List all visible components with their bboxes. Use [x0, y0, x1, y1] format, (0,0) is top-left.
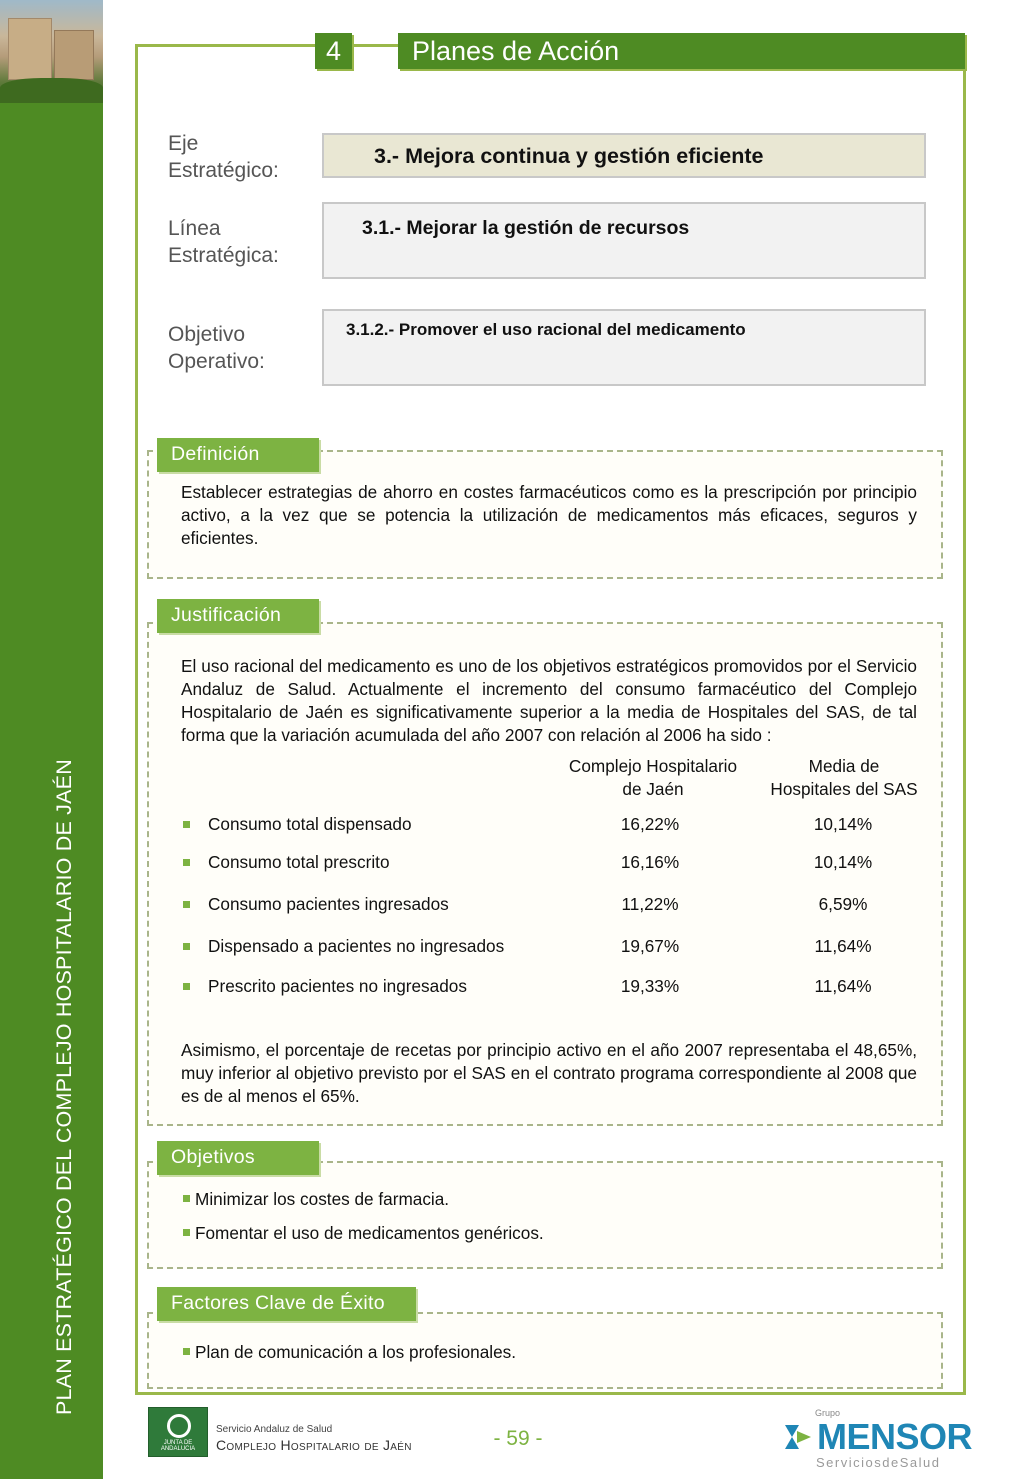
- sas-name: Servicio Andaluz de Salud: [216, 1424, 333, 1435]
- row-value-sas: 10,14%: [813, 852, 873, 872]
- hospital-name: Complejo Hospitalario de Jaén: [216, 1437, 412, 1453]
- row-value-sas: 11,64%: [814, 936, 872, 956]
- objetivo-label: Objetivo Operativo:: [168, 323, 265, 373]
- table-row: [183, 852, 943, 876]
- row-value-jaen: 19,33%: [620, 976, 680, 996]
- eje-value: 3.- Mejora continua y gestión eficiente: [322, 133, 926, 178]
- row-value-jaen: 16,22%: [620, 814, 680, 834]
- row-value-sas: 11,64%: [814, 976, 872, 996]
- bullet-icon: [183, 901, 190, 908]
- row-value-jaen: 19,67%: [620, 936, 680, 956]
- linea-label: Línea Estratégica:: [168, 217, 279, 267]
- bullet-icon: [183, 1229, 190, 1236]
- row-label: Consumo total dispensado: [208, 814, 412, 834]
- row-value-jaen: 11,22%: [621, 894, 679, 914]
- frame-top-line: [352, 44, 398, 47]
- row-value-sas: 10,14%: [813, 814, 873, 834]
- mensor-logo: MENSOR: [817, 1416, 973, 1457]
- linea-value: 3.1.- Mejorar la gestión de recursos: [322, 202, 926, 279]
- factores-heading: Factores Clave de Éxito: [157, 1287, 416, 1321]
- mensor-grupo-label: Grupo: [815, 1408, 841, 1418]
- frame-top-line: [135, 44, 315, 47]
- hospital-photo: [0, 0, 103, 103]
- table-row: [183, 976, 943, 1000]
- list-item: Fomentar el uso de medicamentos genéricos.: [183, 1223, 544, 1244]
- junta-andalucia-logo: JUNTA DE ANDALUCIA: [148, 1407, 208, 1457]
- table-row: [183, 936, 943, 960]
- row-value-jaen: 16,16%: [620, 852, 680, 872]
- page-title: Planes de Acción: [398, 33, 965, 69]
- row-label: Consumo pacientes ingresados: [208, 894, 449, 914]
- row-label: Prescrito pacientes no ingresados: [208, 976, 467, 996]
- bullet-icon: [183, 821, 190, 828]
- definicion-text: Establecer estrategias de ahorro en costes farmacéuticos como es la prescripción por principio activo, a la vez que se potencia la utilización de medicamentos más eficaces, seguros y eficientes.: [181, 482, 917, 548]
- bullet-icon: [183, 943, 190, 950]
- justificacion-heading: Justificación: [157, 599, 319, 633]
- column-header-jaen: Complejo Hospitalario de Jaén: [568, 756, 738, 799]
- bullet-icon: [183, 1348, 190, 1355]
- table-row: [183, 814, 943, 838]
- bullet-icon: [183, 859, 190, 866]
- bullet-icon: [183, 1195, 190, 1202]
- list-item: Minimizar los costes de farmacia.: [183, 1189, 449, 1210]
- eje-label: Eje Estratégico:: [168, 132, 279, 182]
- mensor-logo-icon: [783, 1421, 813, 1453]
- list-item: Plan de comunicación a los profesionales.: [183, 1342, 516, 1363]
- table-row: [183, 894, 943, 918]
- definicion-heading: Definición: [157, 438, 319, 472]
- justificacion-intro: El uso racional del medicamento es uno de los objetivos estratégicos promovidos por el Servicio Andaluz de Salud. Actualmente el incremento del consumo farmacéutico del Complejo Hospitalario de Jaén es significativamente superior a la media de Hospitales del SAS, de tal forma que la variación acumulada del año 2007 con relación al 2006 ha sido :: [181, 656, 917, 745]
- mensor-tagline: ServiciosdeSalud: [816, 1455, 941, 1470]
- justificacion-closing: Asimismo, el porcentaje de recetas por principio activo en el año 2007 representaba el 48,65%, muy inferior al objetivo previsto por el SAS en el contrato programa correspondiente al 2008 que es de al menos el 65%.: [181, 1040, 917, 1106]
- objetivo-value: 3.1.2.- Promover el uso racional del medicamento: [322, 309, 926, 386]
- objetivos-heading: Objetivos: [157, 1141, 319, 1175]
- page-number: - 59 -: [493, 1427, 543, 1450]
- side-title: PLAN ESTRATÉGICO DEL COMPLEJO HOSPITALARIO DE JAÉN: [52, 759, 76, 1415]
- row-label: Consumo total prescrito: [208, 852, 390, 872]
- row-value-sas: 6,59%: [818, 894, 868, 914]
- objetivos-section: [147, 1161, 943, 1269]
- bullet-icon: [183, 983, 190, 990]
- column-header-sas: Media de Hospitales del SAS: [770, 756, 918, 799]
- row-label: Dispensado a pacientes no ingresados: [208, 936, 505, 956]
- section-number: 4: [315, 33, 352, 69]
